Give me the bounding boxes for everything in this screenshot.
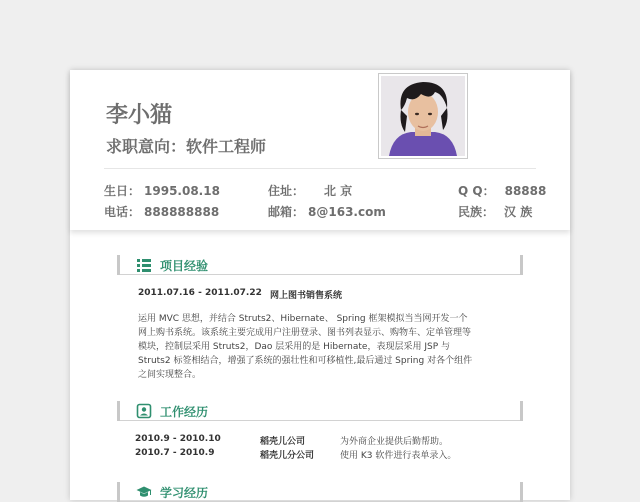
work-company: 稻壳儿公司 (260, 437, 306, 447)
candidate-name: 李小猫 (106, 103, 173, 128)
info-email (268, 203, 386, 220)
section-underline (120, 274, 520, 275)
graduation-cap-icon (136, 484, 152, 500)
portrait-image (381, 76, 465, 156)
qq-value: 88888 (504, 184, 547, 198)
birth-label: 生日： (104, 184, 141, 198)
section-work-header (117, 401, 523, 421)
project-period: 2011.07.16 - 2011.07.22 (138, 288, 262, 298)
section-education-title: 学习经历 (160, 486, 209, 500)
project-name: 网上图书销售系统 (270, 291, 343, 301)
resume-page (70, 70, 570, 500)
work-period: 2010.9 - 2010.10 (135, 434, 221, 444)
info-address (268, 182, 352, 199)
section-work-title: 工作经历 (160, 405, 209, 419)
ethnicity-label: 民族： (458, 205, 495, 219)
info-phone (104, 203, 219, 220)
info-qq (458, 182, 546, 199)
section-education-header (117, 482, 523, 502)
email-value: 8@163.com (308, 205, 386, 219)
id-card-icon (136, 403, 152, 419)
address-label: 住址： (268, 184, 305, 198)
qq-label: Q Q： (458, 184, 495, 198)
info-ethnicity (458, 203, 532, 220)
section-underline (120, 420, 520, 421)
resume-header (70, 70, 570, 230)
work-company: 稻壳儿分公司 (260, 451, 315, 461)
work-period: 2010.7 - 2010.9 (135, 448, 215, 458)
profile-photo (378, 73, 468, 159)
work-description: 为外商企业提供后勤帮助。 (340, 437, 449, 447)
section-project-header (117, 255, 523, 275)
job-objective: 求职意向：软件工程师 (106, 137, 267, 156)
birth-value: 1995.08.18 (144, 184, 220, 198)
ethnicity-value: 汉 族 (504, 205, 533, 219)
work-description: 使用 K3 软件进行表单录入。 (340, 451, 457, 461)
address-value: 北 京 (324, 184, 353, 198)
section-project-title: 项目经验 (160, 259, 209, 273)
project-description: 运用 MVC 思想，并结合 Struts2、Hibernate、 Spring 框架模拟当当网开发一个网上购书系统。该系统主要完成用户注册登录、图书列表显示、购物车、定单管理等模块，控制层采用 Struts2，Dao 层采用的是 Hibernate，表现层采用 JSP 与 Struts2 标签相结合，增强了系统的强壮性和可移植性,最后通过 Spring 对各个组件之间实现整合。 (138, 314, 473, 380)
email-label: 邮箱： (268, 205, 305, 219)
header-divider (104, 168, 536, 169)
phone-value: 888888888 (144, 205, 220, 219)
info-birth (104, 182, 220, 199)
phone-label: 电话： (104, 205, 141, 219)
list-icon (136, 257, 152, 273)
